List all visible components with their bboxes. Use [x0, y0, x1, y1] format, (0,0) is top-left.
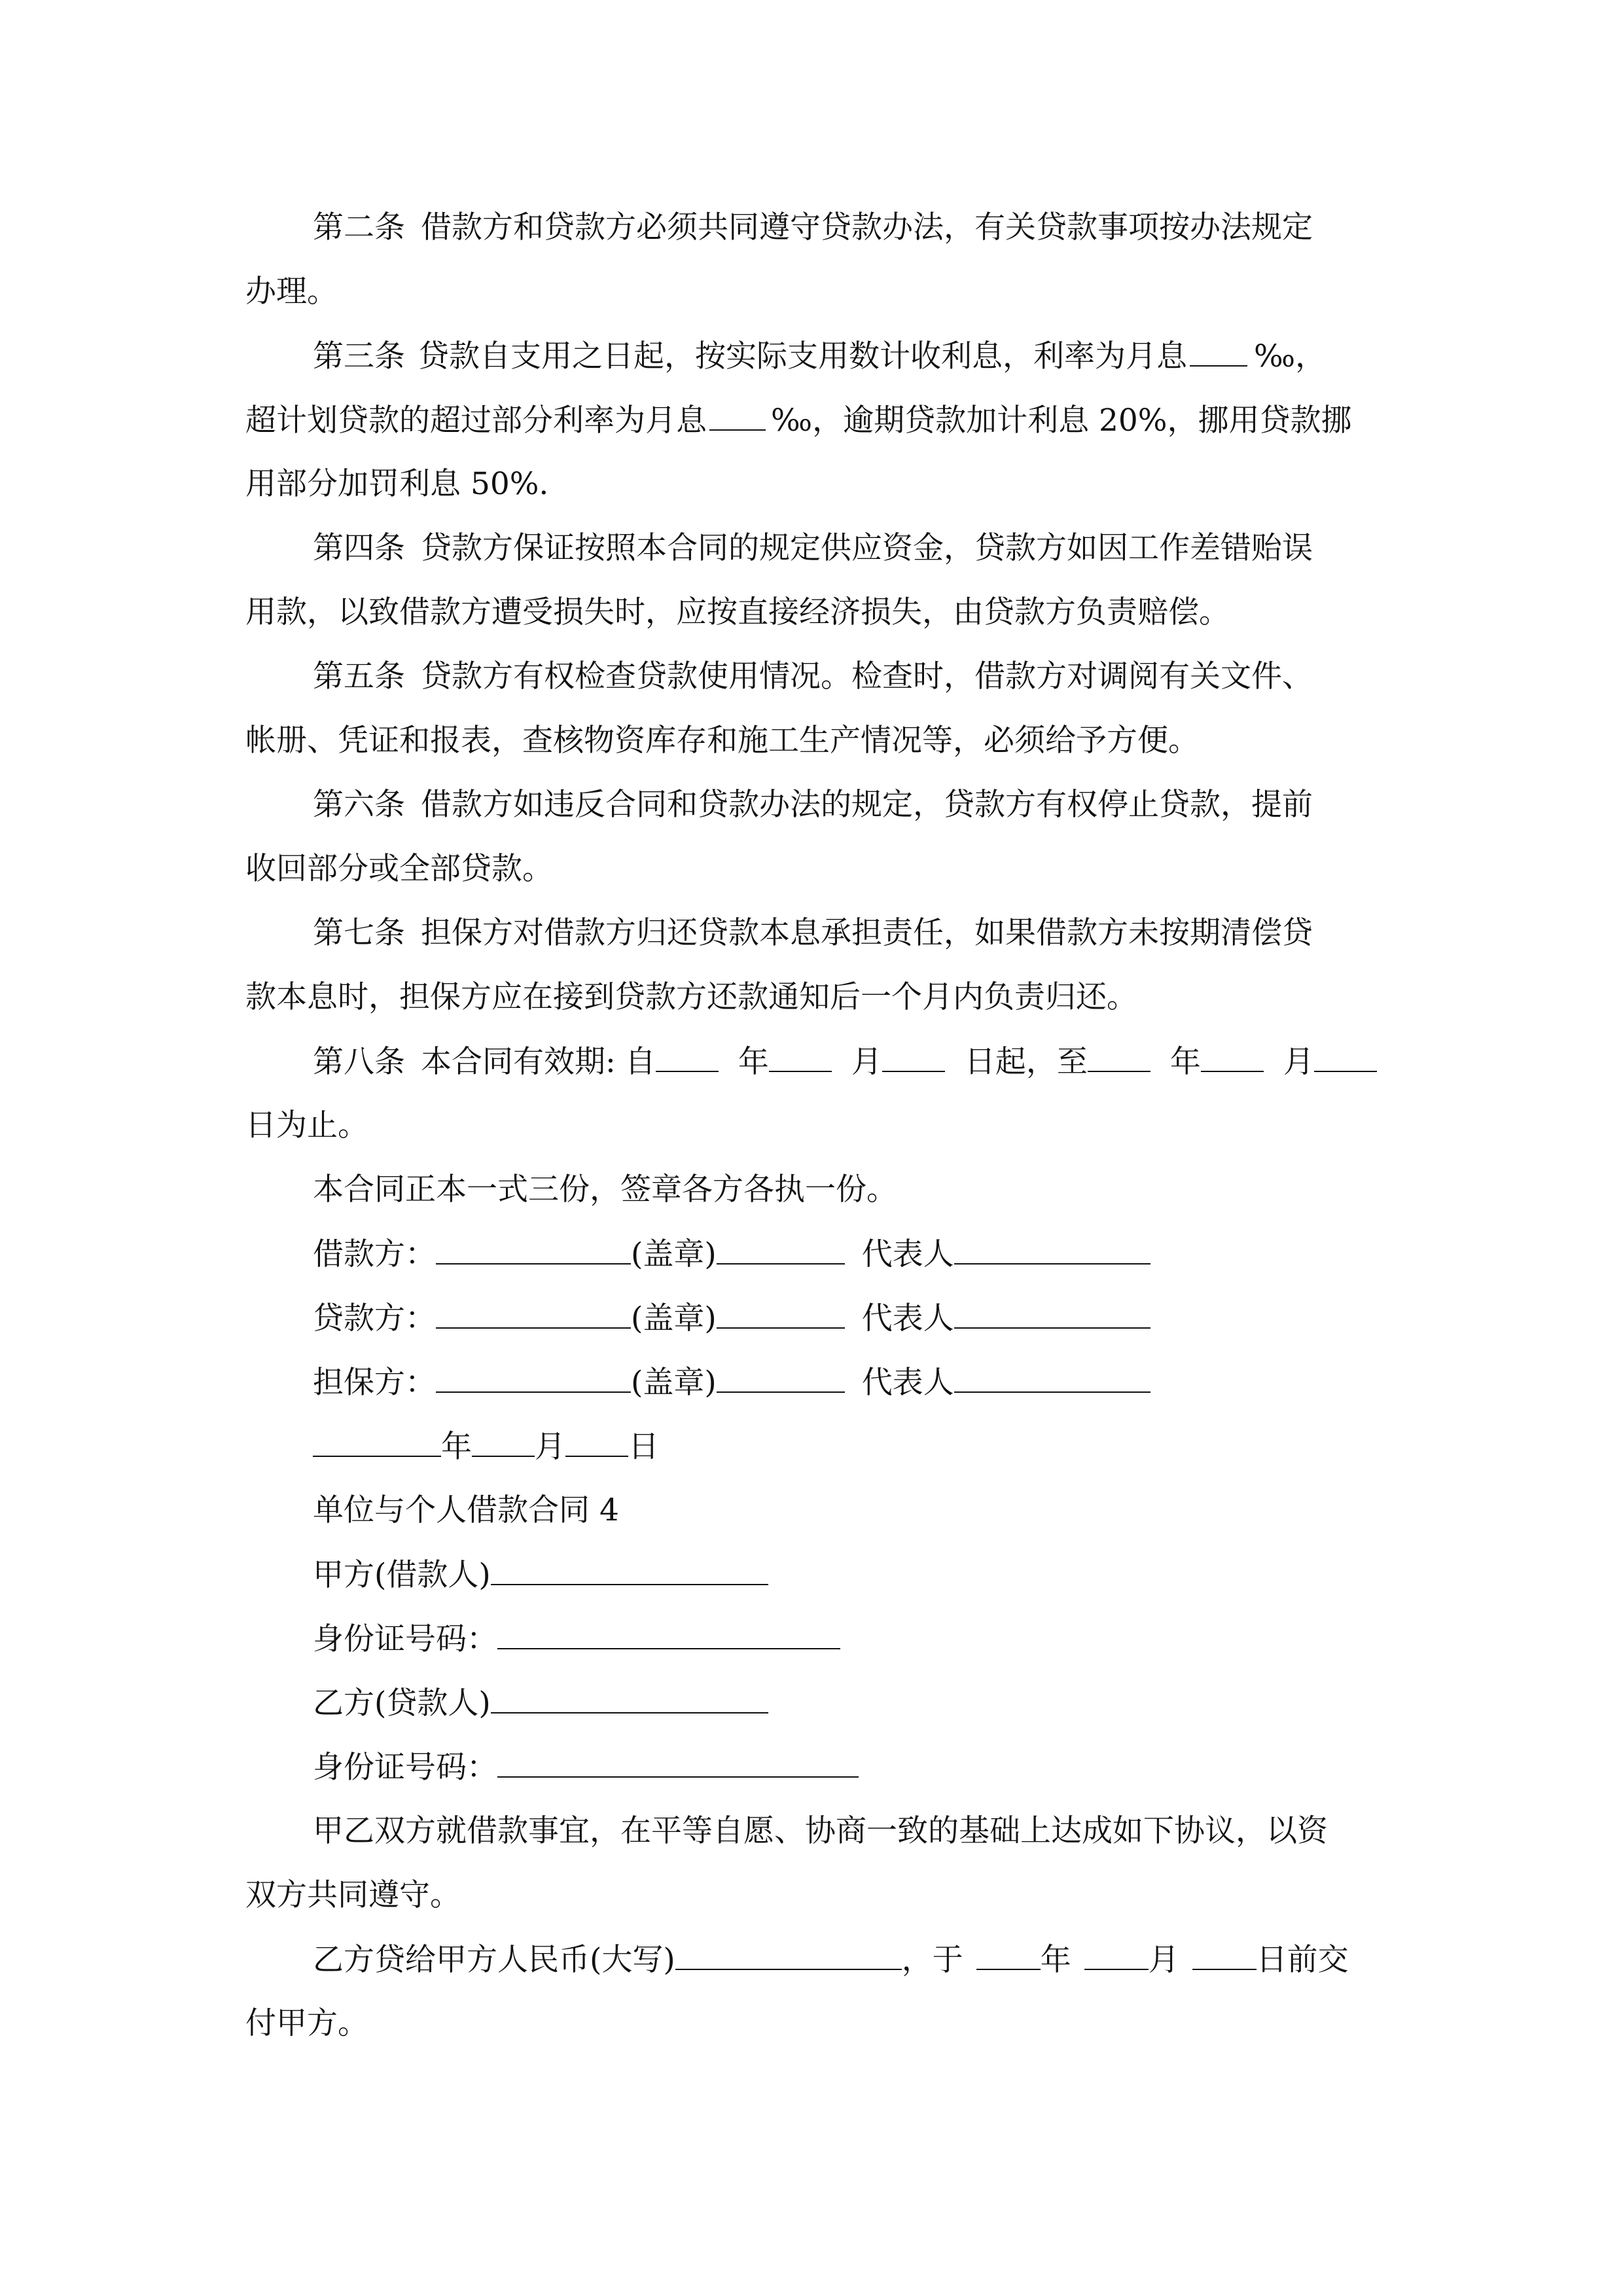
guarantor-name-blank — [436, 1363, 631, 1393]
payment-year-label: 年 — [1040, 1942, 1071, 1978]
article-3-line-2 — [245, 401, 1351, 440]
lender-name-blank — [436, 1299, 631, 1329]
party-b-line — [313, 1683, 768, 1723]
intro-line-1: 甲乙双方就借款事宜，在平等自愿、协商一致的基础上达成如下协议，以资 — [313, 1813, 1328, 1849]
party-a-line — [313, 1555, 768, 1595]
payment-day-blank — [1192, 1940, 1257, 1970]
end-year-label: 年 — [1169, 1044, 1201, 1080]
start-day-blank — [882, 1042, 945, 1072]
article-7-text: 担保方对借款方归还贷款本息承担责任，如果借款方未按期清偿贷 — [421, 915, 1313, 951]
borrower-name-blank — [436, 1234, 631, 1265]
article-8-number: 第八条 — [313, 1044, 405, 1080]
article-2-number: 第二条 — [313, 209, 405, 245]
article-6-number: 第六条 — [313, 787, 405, 823]
from-label: 自 — [624, 1044, 656, 1080]
lender-rep-label: 代表人 — [861, 1300, 954, 1336]
guarantor-seal: (盖章) — [631, 1365, 717, 1401]
article-3-unit: ‰， — [1254, 338, 1327, 374]
article-7-line-1 — [313, 914, 1313, 953]
start-month-blank — [769, 1042, 832, 1072]
start-day-label: 日起，至 — [964, 1044, 1088, 1080]
signature-line-lender — [313, 1299, 1150, 1338]
end-month-label: 月 — [1283, 1044, 1314, 1080]
party-b-blank — [491, 1683, 768, 1713]
date-day-label: 日 — [628, 1429, 659, 1465]
id-a-line — [313, 1619, 840, 1659]
payment-text: 乙方贷给甲方人民币(大写) — [313, 1942, 675, 1978]
borrower-seal: (盖章) — [631, 1236, 717, 1272]
payment-line-1 — [313, 1940, 1349, 1980]
article-5-text: 贷款方有权检查贷款使用情况。检查时，借款方对调阅有关文件、 — [421, 658, 1313, 694]
date-line — [313, 1427, 659, 1467]
article-7-line-2: 款本息时，担保方应在接到贷款方还款通知后一个月内负责归还。 — [245, 979, 1137, 1015]
date-month-blank — [472, 1427, 535, 1457]
end-day-blank — [1314, 1042, 1377, 1072]
payment-day-label: 日前交 — [1256, 1942, 1349, 1978]
article-2-line-2: 办理。 — [245, 274, 338, 310]
lender-seal: (盖章) — [631, 1300, 717, 1336]
start-year-blank — [656, 1042, 719, 1072]
article-3-number: 第三条 — [313, 338, 405, 374]
guarantor-rep-label: 代表人 — [861, 1365, 954, 1401]
payment-at: ，于 — [901, 1942, 963, 1978]
end-month-blank — [1201, 1042, 1264, 1072]
guarantor-label: 担保方： — [313, 1365, 436, 1401]
article-3-text: 贷款自支用之日起，按实际支用数计收利息，利率为月息 — [418, 338, 1187, 374]
article-4-text: 贷款方保证按照本合同的规定供应资金，贷款方如因工作差错贻误 — [421, 530, 1313, 566]
end-year-blank — [1088, 1042, 1150, 1072]
article-5-line-2: 帐册、凭证和报表，查核物资库存和施工生产情况等，必须给予方便。 — [245, 723, 1199, 759]
article-3-overplan-text: 超计划贷款的超过部分利率为月息 — [245, 403, 707, 439]
article-3-overdue-text: ‰，逾期贷款加计利息 20%，挪用贷款挪 — [771, 403, 1352, 439]
id-b-line — [313, 1748, 859, 1787]
borrower-label: 借款方： — [313, 1236, 436, 1272]
date-year-label: 年 — [441, 1429, 472, 1465]
article-4-line-2: 用款，以致借款方遭受损失时，应按直接经济损失，由贷款方负责赔偿。 — [245, 594, 1230, 630]
start-year-label: 年 — [738, 1044, 769, 1080]
date-year-blank — [313, 1427, 441, 1457]
article-4-line-1 — [313, 529, 1313, 568]
article-2-line-1 — [313, 208, 1313, 247]
article-8-line-2: 日为止。 — [245, 1107, 368, 1143]
contract-4-title: 单位与个人借款合同 4 — [313, 1492, 619, 1528]
article-2-text: 借款方和贷款方必须共同遵守贷款办法，有关贷款事项按办法规定 — [421, 209, 1313, 245]
signature-line-guarantor — [313, 1363, 1150, 1403]
payment-month-label: 月 — [1148, 1942, 1179, 1978]
overplan-rate-blank — [709, 401, 766, 431]
lender-label: 贷款方： — [313, 1300, 436, 1336]
payment-line-2: 付甲方。 — [245, 2005, 368, 2041]
article-5-number: 第五条 — [313, 658, 405, 694]
monthly-rate-blank — [1190, 336, 1247, 367]
article-6-line-2: 收回部分或全部贷款。 — [245, 851, 553, 887]
article-3-line-1 — [313, 336, 1326, 376]
article-8-line-1: 第八条 本合同有效期: 自 年 月 日起，至 年 月 — [313, 1042, 1377, 1082]
article-6-line-1 — [313, 785, 1313, 825]
guarantor-rep-blank — [954, 1363, 1150, 1393]
date-month-label: 月 — [535, 1429, 565, 1465]
id-b-blank — [497, 1748, 859, 1778]
id-b-label: 身份证号码： — [313, 1749, 497, 1785]
intro-line-2: 双方共同遵守。 — [245, 1877, 461, 1913]
signature-line-borrower — [313, 1234, 1150, 1274]
payment-year-blank — [976, 1940, 1041, 1970]
lender-seal-blank — [717, 1299, 845, 1329]
payment-month-blank — [1084, 1940, 1149, 1970]
article-7-number: 第七条 — [313, 915, 405, 951]
party-b-label: 乙方(贷款人) — [313, 1685, 491, 1721]
party-a-label: 甲方(借款人) — [313, 1557, 491, 1593]
id-a-label: 身份证号码： — [313, 1621, 497, 1657]
article-4-number: 第四条 — [313, 530, 405, 566]
article-8-text: 本合同有效期 — [421, 1044, 605, 1080]
borrower-rep-label: 代表人 — [861, 1236, 954, 1272]
start-month-label: 月 — [851, 1044, 882, 1080]
article-5-line-1 — [313, 657, 1313, 696]
article-6-text: 借款方如违反合同和贷款办法的规定，贷款方有权停止贷款，提前 — [421, 787, 1313, 823]
article-3-line-3: 用部分加罚利息 50%. — [245, 466, 549, 502]
amount-blank — [675, 1940, 902, 1970]
party-a-blank — [491, 1555, 768, 1585]
borrower-seal-blank — [717, 1234, 845, 1265]
id-a-blank — [497, 1619, 840, 1649]
date-day-blank — [565, 1427, 628, 1457]
guarantor-seal-blank — [717, 1363, 845, 1393]
copies-note: 本合同正本一式三份，签章各方各执一份。 — [313, 1172, 897, 1208]
borrower-rep-blank — [954, 1234, 1150, 1265]
lender-rep-blank — [954, 1299, 1150, 1329]
